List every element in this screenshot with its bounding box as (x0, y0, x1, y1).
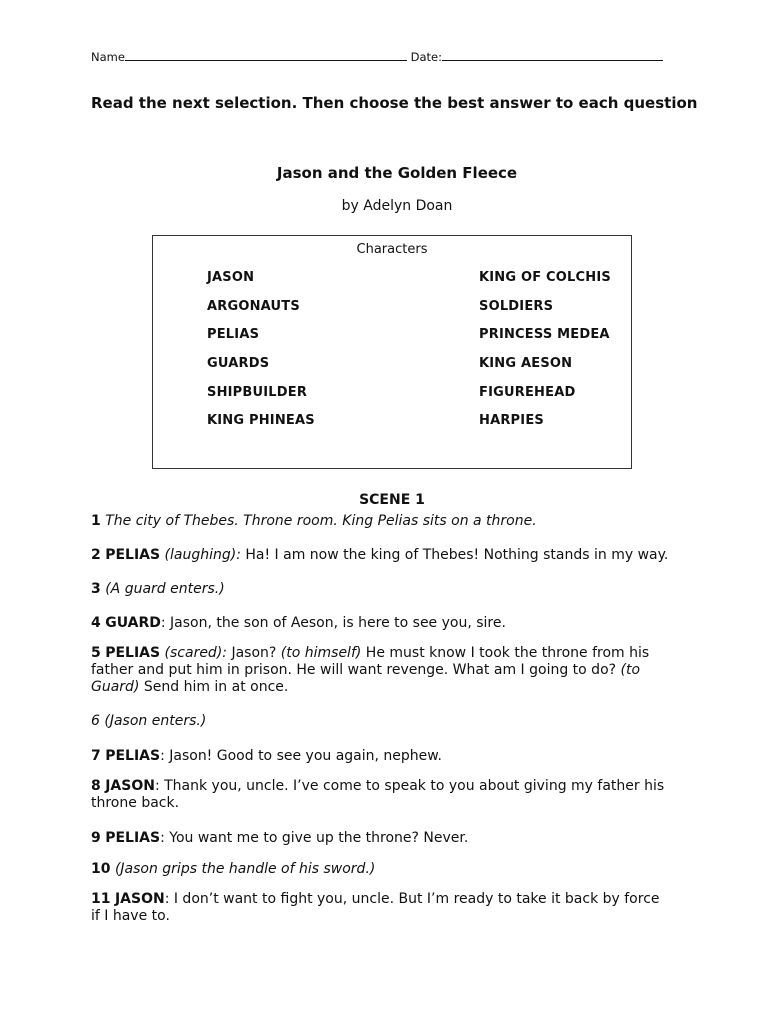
script-line (91, 891, 671, 925)
speaker: PELIAS (105, 830, 161, 846)
character-name: SHIPBUILDER (207, 385, 308, 400)
story-author: by Adelyn Doan (341, 198, 453, 214)
name-label: Name (91, 50, 125, 64)
line-number: 7 (91, 748, 101, 764)
scene-heading: SCENE 1 (359, 492, 425, 508)
dialogue: Send him in at once. (143, 679, 289, 695)
dialogue: Jason? (231, 645, 277, 661)
character-name: ARGONAUTS (207, 299, 300, 314)
stage-direction: (scared): (164, 645, 227, 661)
line-number: 11 (91, 891, 111, 907)
script-line (91, 645, 671, 696)
stage-direction: (to Guard) (91, 662, 641, 695)
speaker: PELIAS (105, 547, 161, 563)
script-line (91, 513, 681, 530)
line-number: 6 (91, 713, 100, 729)
speaker: JASON (114, 891, 165, 907)
character-name: FIGUREHEAD (479, 385, 576, 400)
stage-direction: (Jason enters.) (104, 713, 207, 729)
characters-box (152, 235, 632, 469)
date-blank[interactable] (442, 48, 663, 61)
script-line (91, 547, 681, 564)
stage-direction: (A guard enters.) (105, 581, 225, 597)
speaker: GUARD (105, 615, 161, 631)
dialogue: : Jason! Good to see you again, nephew. (160, 748, 442, 764)
date-label: Date: (410, 50, 442, 64)
character-name: JASON (207, 270, 255, 285)
line-number: 5 (91, 645, 101, 661)
line-number: 8 (91, 778, 101, 794)
dialogue: : You want me to give up the throne? Never. (160, 830, 469, 846)
script-line (91, 830, 681, 847)
character-name: KING AESON (479, 356, 573, 371)
script-line (91, 615, 681, 632)
character-name: PELIAS (207, 327, 260, 342)
stage-direction: (to himself) (280, 645, 362, 661)
character-name: SOLDIERS (479, 299, 554, 314)
speaker: PELIAS (105, 645, 161, 661)
character-name: GUARDS (207, 356, 270, 371)
speaker: PELIAS (105, 748, 161, 764)
line-number: 2 (91, 547, 101, 563)
dialogue: He must know I took the throne from his father and put him in prison. He will want revenge. What am I going to do? (91, 645, 650, 678)
character-name: HARPIES (479, 413, 544, 428)
dialogue: : I don’t want to fight you, uncle. But I’m ready to take it back by force if I have to. (91, 891, 660, 924)
script-line (91, 581, 681, 598)
script-line (91, 713, 681, 730)
instructions: Read the next selection. Then choose the best answer to each question (91, 94, 698, 112)
characters-heading: Characters (356, 242, 428, 257)
line-number: 10 (91, 861, 111, 877)
name-blank[interactable] (125, 48, 407, 61)
script-line (91, 748, 681, 765)
name-date-line (91, 48, 663, 64)
line-number: 1 (91, 513, 101, 529)
stage-direction: (laughing): (164, 547, 241, 563)
line-number: 9 (91, 830, 101, 846)
dialogue: : Jason, the son of Aeson, is here to see you, sire. (160, 615, 506, 631)
speaker: JASON (105, 778, 155, 794)
script-line (91, 861, 681, 878)
character-name: KING PHINEAS (207, 413, 315, 428)
story-title: Jason and the Golden Fleece (276, 164, 518, 182)
line-number: 3 (91, 581, 101, 597)
line-number: 4 (91, 615, 101, 631)
dialogue: Ha! I am now the king of Thebes! Nothing stands in my way. (245, 547, 669, 563)
script-line (91, 778, 681, 812)
stage-direction: (Jason grips the handle of his sword.) (114, 861, 376, 877)
character-name: PRINCESS MEDEA (479, 327, 610, 342)
stage-direction: The city of Thebes. Throne room. King Pelias sits on a throne. (105, 513, 537, 529)
dialogue: : Thank you, uncle. I’ve come to speak to you about giving my father his throne back. (91, 778, 665, 811)
character-name: KING OF COLCHIS (479, 270, 611, 285)
